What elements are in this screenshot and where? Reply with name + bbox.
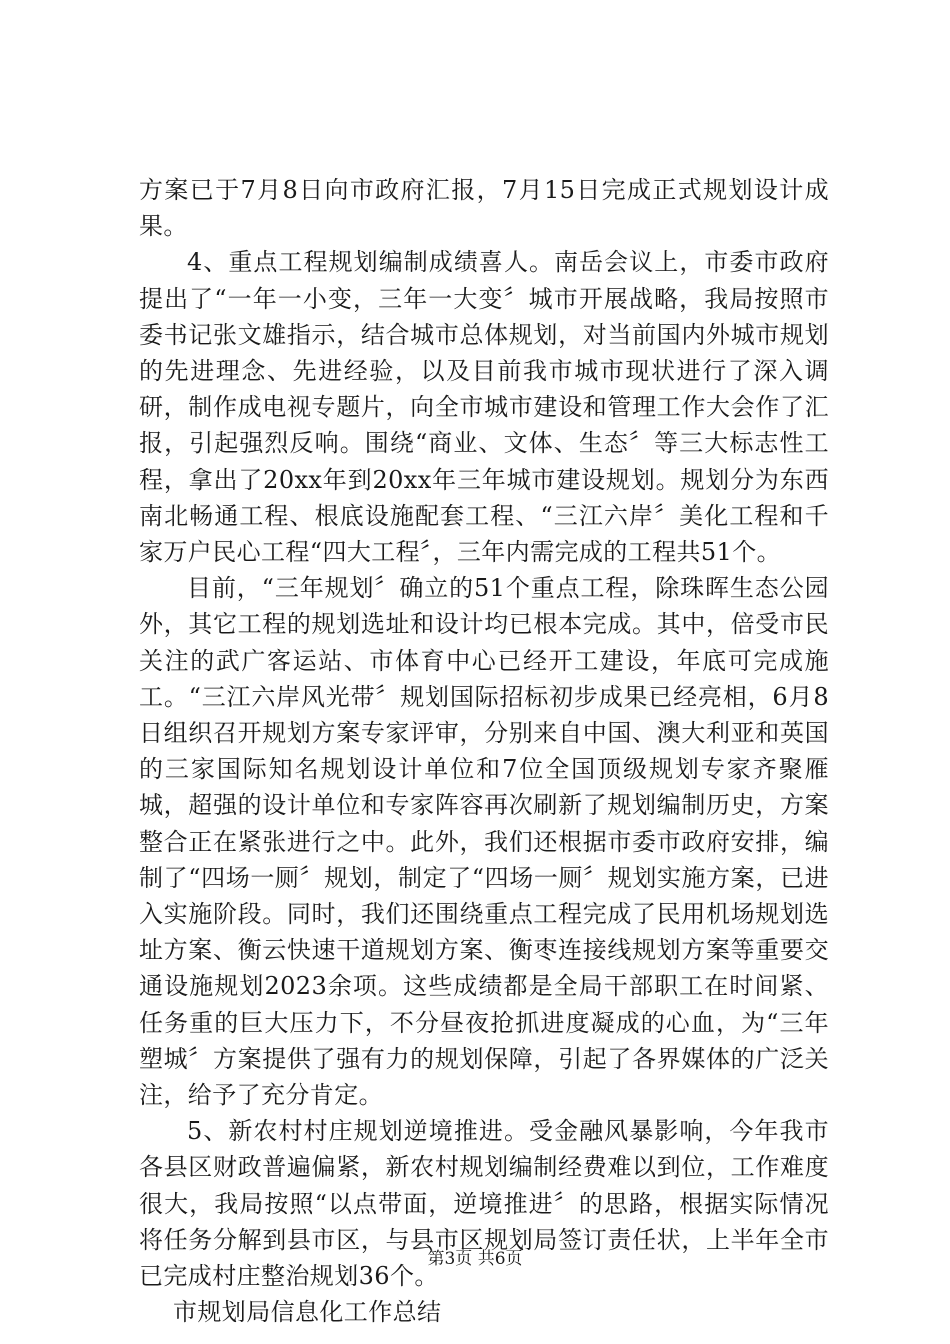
document-body <box>139 172 829 1331</box>
paragraph-item-5: 5、新农村村庄规划逆境推进。受金融风暴影响，今年我市各县区财政普遍偏紧，新农村规划编制经费难以到位，工作难度很大，我局按照“以点带面，逆境推进〞的思路，根据实际情况将任务分解到县市区，与县市区规划局签订责任状，上半年全市已完成村庄整治规划36个。 <box>139 1117 829 1291</box>
paragraph-current-status: 目前，“三年规划〞确立的51个重点工程，除珠晖生态公园外，其它工程的规划选址和设计均已根本完成。其中，倍受市民关注的武广客运站、市体育中心已经开工建设，年底可完成施工。“三江六岸风光带〞规划国际招标初步成果已经亮相，6月8日组织召开规划方案专家评审，分别来自中国、澳大利亚和英国的三家国际知名规划设计单位和7位全国顶级规划专家齐聚雁城，超强的设计单位和专家阵容再次刷新了规划编制历史，方案整合正在紧张进行之中。此外，我们还根据市委市政府安排，编制了“四场一厕〞规划，制定了“四场一厕〞规划实施方案，已进入实施阶段。同时，我们还围绕重点工程完成了民用机场规划选址方案、衡云快速干道规划方案、衡枣连接线规划方案等重要交通设施规划2023余项。这些成绩都是全局干部职工在时间紧、任务重的巨大压力下，不分昼夜抢抓进度凝成的心血，为“三年塑城〞方案提供了强有力的规划保障，引起了各界媒体的广泛关注，给予了充分肯定。 <box>139 574 829 1110</box>
closing-title: 市规划局信息化工作总结 <box>173 1298 442 1327</box>
paragraph-item-4: 4、重点工程规划编制成绩喜人。南岳会议上，市委市政府提出了“一年一小变，三年一大变〞城市开展战略，我局按照市委书记张文雄指示，结合城市总体规划，对当前国内外城市规划的先进理念、先进经验，以及目前我市城市现状进行了深入调研，制作成电视专题片，向全市城市建设和管理工作大会作了汇报，引起强烈反响。围绕“商业、文体、生态〞等三大标志性工程，拿出了20xx年到20xx年三年城市建设规划。规划分为东西南北畅通工程、根底设施配套工程、“三江六岸〞美化工程和千家万户民心工程“四大工程〞，三年内需完成的工程共51个。 <box>139 248 829 567</box>
page-footer: 第3页 共6页 <box>427 1249 523 1269</box>
paragraph-continuation: 方案已于7月8日向市政府汇报，7月15日完成正式规划设计成果。 <box>139 176 829 241</box>
